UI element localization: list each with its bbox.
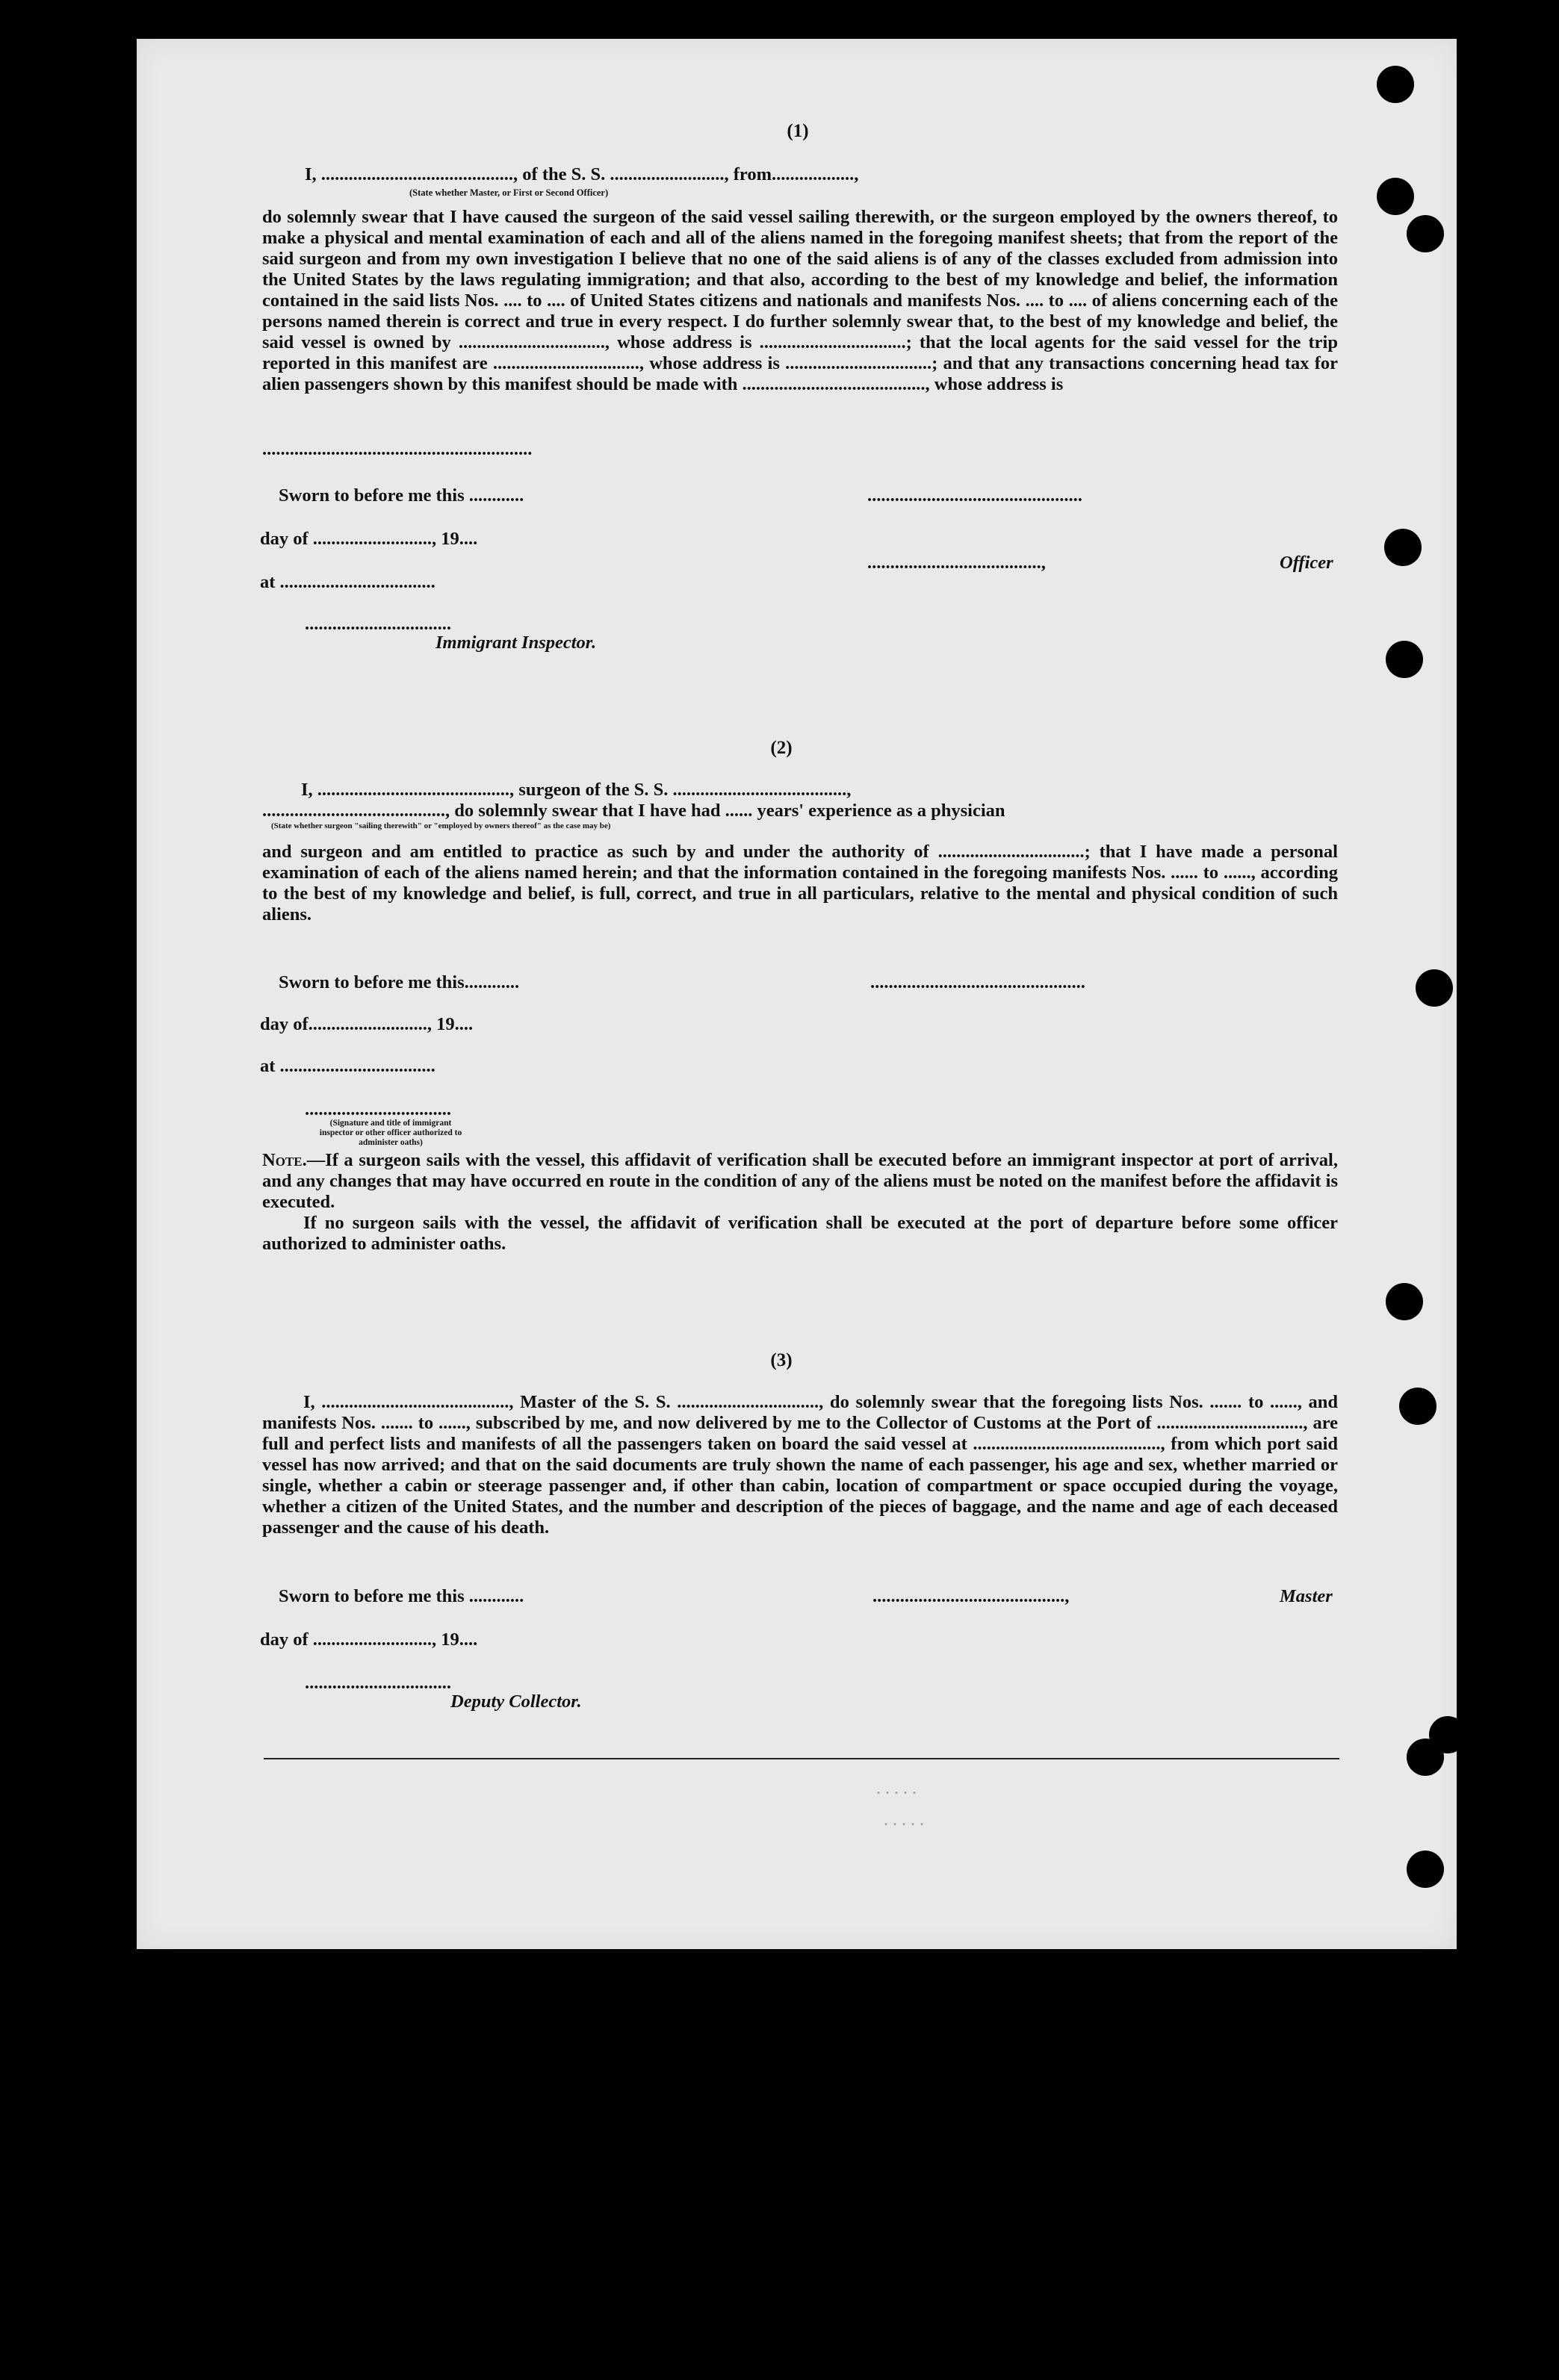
section-3-master-label: Master xyxy=(1280,1586,1333,1606)
section-2-signature-line: ............................................... xyxy=(870,972,1085,992)
bottom-rule xyxy=(264,1758,1339,1759)
section-2-surgeon-note: (State whether surgeon "sailing therewith" or "employed by owners thereof" as the case may be) xyxy=(271,821,611,830)
section-2-day: day of.........................., 19.... xyxy=(260,1014,474,1034)
section-3-number: (3) xyxy=(770,1350,793,1370)
punch-hole xyxy=(1416,969,1453,1007)
section-2-at: at .................................. xyxy=(260,1056,436,1076)
section-2-signature-note: (Signature and title of immigrant inspector or other officer authorized to administer oaths) xyxy=(319,1119,462,1147)
punch-hole xyxy=(1377,66,1414,103)
section-1-officer-label: Officer xyxy=(1280,553,1333,573)
section-3-paragraph: I, ........................................., Master of the S. S. ..............................., do solemnly swear that the foregoing lists Nos. ....... to ......, and manifests Nos. ....... to ......, subscribed by me, and now delivered by me to the Collector of Customs at the Port of ................................, are full and perfect lists and manifests of all the passengers taken on board the said vessel at ........................................., from which port said vessel has now arrived; and that on the said documents are truly shown the name of each passenger, his age and sex, whether married or single, whether a cabin or steerage passenger and, if other than cabin, location of compartment or space occupied during the voyage, whether a citizen of the United States, and the number and description of the pieces of baggage, and the name and age of each deceased passenger and the cause of his death. xyxy=(262,1392,1338,1538)
punch-hole xyxy=(1407,1739,1444,1776)
section-1-sworn: Sworn to before me this ............ xyxy=(279,485,524,506)
note-label: Note. xyxy=(262,1150,307,1170)
section-1-signature-line: ............................................... xyxy=(867,485,1082,506)
section-3-sworn: Sworn to before me this ............ xyxy=(279,1586,524,1606)
section-1-paragraph: do solemnly swear that I have caused the surgeon of the said vessel sailing therewith, or the surgeon employed by the owners thereof, to make a physical and mental examination of each and all of the aliens named in the foregoing manifest sheets; that from the report of the said surgeon and from my own investigation I believe that no one of the said aliens is of any of the classes excluded from admission into the United States by the laws regulating immigration; and that also, according to the best of my knowledge and belief, the information contained in the said lists Nos. .... to .... of United States citizens and nationals and manifests Nos. .... to .... of aliens concerning each of the persons named therein is correct and true in every respect. I do further solemnly swear that, to the best of my knowledge and belief, the said vessel is owned by ................................, whose address is ................................; that the local agents for the said vessel for the trip reported in this manifest are ................................, whose address is ................................; and that any transactions concerning head tax for alien passengers shown by this manifest should be made with ........................................, whose address is xyxy=(262,207,1338,394)
punch-hole xyxy=(1386,641,1423,678)
section-1-inspector-label: Immigrant Inspector. xyxy=(436,633,597,653)
punch-hole xyxy=(1399,1388,1436,1425)
punch-hole xyxy=(1384,529,1422,566)
section-1-officer-dots: ......................................, xyxy=(867,553,1046,573)
section-2-sworn: Sworn to before me this............ xyxy=(279,972,520,992)
punch-hole xyxy=(1386,1283,1423,1320)
bleed-through-marks: . . . . . xyxy=(876,1779,917,1798)
section-1-paragraph-tail: ........................................................... xyxy=(262,439,533,459)
punch-hole xyxy=(1407,1851,1444,1888)
section-2-paragraph: and surgeon and am entitled to practice as such by and under the authority of ................................; that I have made a personal examination of each of the aliens named herein; and that the information contained in the foregoing manifests Nos. ...... to ......, according to the best of my knowledge and belief, is full, correct, and true in all particulars, relative to the mental and physical condition of such aliens. xyxy=(262,842,1338,925)
section-1-officer-note: (State whether Master, or First or Second Officer) xyxy=(409,187,609,198)
section-1-at: at .................................. xyxy=(260,572,436,592)
form-page xyxy=(137,39,1457,1949)
section-1-line-1: I, .........................................., of the S. S. ........................., from.................., xyxy=(305,164,859,184)
punch-hole xyxy=(1377,178,1414,215)
section-2-number: (2) xyxy=(770,738,793,758)
section-3-day: day of .........................., 19.... xyxy=(260,1629,478,1650)
section-2-signature-dots: ................................ xyxy=(305,1099,451,1119)
note-text-1: —If a surgeon sails with the vessel, this affidavit of verification shall be executed before an immigrant inspector at port of arrival, and any changes that may have occurred en route in the condition of any of the aliens must be noted on the manifest before the affidavit is executed. xyxy=(262,1150,1338,1212)
bleed-through-marks: . . . . . xyxy=(884,1810,924,1830)
section-1-number: (1) xyxy=(787,121,809,141)
section-1-day: day of .........................., 19.... xyxy=(260,529,478,549)
section-1-inspector-dots: ................................ xyxy=(305,614,451,634)
section-3-collector-label: Deputy Collector. xyxy=(450,1691,582,1712)
section-2-note xyxy=(262,1150,1338,1255)
note-text-2: If no surgeon sails with the vessel, the affidavit of verification shall be executed at the port of departure before some officer authorized to administer oaths. xyxy=(262,1213,1338,1254)
section-3-master-dots: .........................................., xyxy=(873,1586,1070,1606)
section-2-line-2: ........................................, do solemnly swear that I have had ...... years' experience as a physician xyxy=(262,801,1005,821)
punch-hole xyxy=(1407,215,1444,252)
section-3-collector-dots: ................................ xyxy=(305,1673,451,1693)
section-2-line-1: I, .........................................., surgeon of the S. S. ......................................, xyxy=(301,780,852,800)
